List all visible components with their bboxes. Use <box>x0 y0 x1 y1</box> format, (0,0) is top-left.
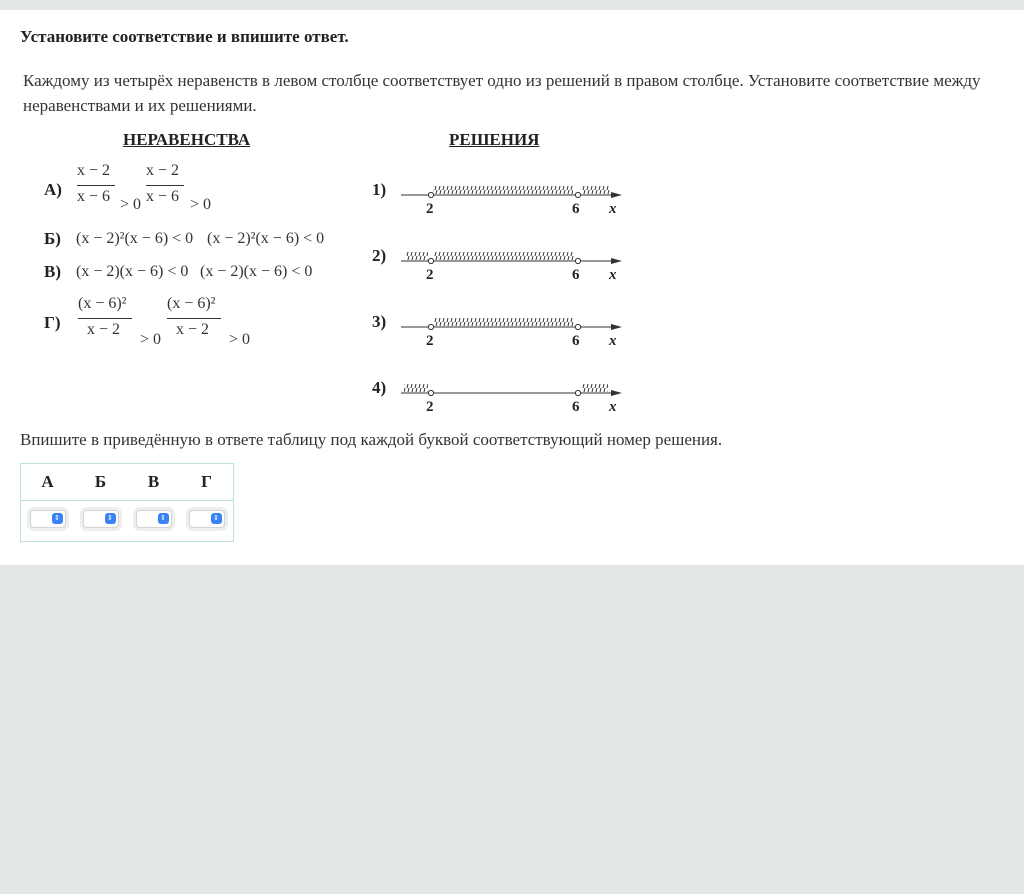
answer-select-b[interactable] <box>83 510 119 528</box>
solutions-header: РЕШЕНИЯ <box>449 130 540 149</box>
inequalities-header: НЕРАВЕНСТВА <box>123 130 251 149</box>
fraction-bar <box>146 185 184 186</box>
answer-table-select-row <box>21 501 234 542</box>
inequality-a-denominator: x − 6 <box>146 188 180 205</box>
inequality-b-text: (x − 2)²(x − 6) < 0 <box>76 230 194 247</box>
inequality-g-tail-duplicate: > 0 <box>229 331 251 348</box>
inequality-label-v: В) <box>44 262 61 281</box>
answer-select-v[interactable] <box>136 510 172 528</box>
number-line-2 <box>398 248 626 284</box>
answer-header-b: Б <box>74 464 127 501</box>
answer-cell-b <box>74 501 127 542</box>
open-point-6 <box>575 192 580 197</box>
inequality-label-b: Б) <box>44 229 61 248</box>
axis-arrow <box>611 324 622 330</box>
axis-arrow <box>611 390 622 396</box>
top-bar <box>0 0 1024 10</box>
answer-select-g[interactable] <box>189 510 225 528</box>
hatch-region <box>582 384 608 392</box>
tick-label-2: 2 <box>426 333 434 349</box>
answer-table <box>20 463 234 542</box>
hatch-region <box>404 384 428 392</box>
hatch-region <box>406 252 428 260</box>
task-panel <box>0 10 1024 565</box>
hatch-region <box>434 252 574 260</box>
axis-variable-label: x <box>609 267 617 283</box>
open-point-6 <box>575 324 580 329</box>
inequality-v-text: (x − 2)(x − 6) < 0 <box>76 263 189 280</box>
select-arrows-icon: ⇕ <box>211 513 222 524</box>
open-point-6 <box>575 258 580 263</box>
solution-label-2: 2) <box>372 246 387 265</box>
tick-label-6: 6 <box>572 399 580 415</box>
axis-variable-label: x <box>609 201 617 217</box>
inequality-g-denominator: x − 2 <box>87 321 121 338</box>
tick-label-2: 2 <box>426 201 434 217</box>
inequality-g-fraction-duplicate <box>167 295 223 345</box>
solution-label-4: 4) <box>372 378 387 397</box>
inequality-label-g: Г) <box>44 313 61 332</box>
fraction-bar <box>78 318 132 319</box>
inequality-a-fraction-duplicate <box>146 162 186 212</box>
tick-label-2: 2 <box>426 399 434 415</box>
axis-arrow <box>611 258 622 264</box>
answer-header-a: А <box>21 464 75 501</box>
open-point-2 <box>428 390 433 395</box>
solution-label-1: 1) <box>372 180 387 199</box>
answer-cell-g <box>180 501 234 542</box>
solution-label-3: 3) <box>372 312 387 331</box>
answer-header-v: В <box>127 464 180 501</box>
answer-cell-a <box>21 501 75 542</box>
select-arrows-icon: ⇕ <box>52 513 63 524</box>
inequality-g-numerator: (x − 6)² <box>167 295 216 312</box>
inequality-g-tail: > 0 <box>140 331 162 348</box>
inequality-a-numerator: x − 2 <box>146 162 180 179</box>
answer-select-a[interactable] <box>30 510 66 528</box>
fraction-bar <box>77 185 115 186</box>
open-point-2 <box>428 192 433 197</box>
number-line-4 <box>398 380 626 416</box>
inequality-g-numerator: (x − 6)² <box>78 295 127 312</box>
inequality-g-denominator: x − 2 <box>176 321 210 338</box>
hatch-region <box>582 186 610 194</box>
inequality-a-fraction <box>77 162 117 212</box>
select-arrows-icon: ⇕ <box>105 513 116 524</box>
open-point-6 <box>575 390 580 395</box>
answer-cell-v <box>127 501 180 542</box>
select-arrows-icon: ⇕ <box>158 513 169 524</box>
tick-label-2: 2 <box>426 267 434 283</box>
tick-label-6: 6 <box>572 201 580 217</box>
answer-header-g: Г <box>180 464 234 501</box>
number-line-3 <box>398 314 626 350</box>
hatch-region <box>433 186 573 194</box>
inequality-a-denominator: x − 6 <box>77 188 111 205</box>
hatch-region <box>434 318 574 326</box>
fraction-bar <box>167 318 221 319</box>
inequality-a-numerator: x − 2 <box>77 162 111 179</box>
inequality-a-tail-duplicate: > 0 <box>190 196 212 213</box>
axis-variable-label: x <box>609 333 617 349</box>
tick-label-6: 6 <box>572 333 580 349</box>
inequality-label-a: А) <box>44 180 62 199</box>
axis-arrow <box>611 192 622 198</box>
open-point-2 <box>428 258 433 263</box>
axis-variable-label: x <box>609 399 617 415</box>
inequality-a-tail: > 0 <box>120 196 142 213</box>
answer-instruction: Впишите в приведённую в ответе таблицу под каждой буквой соответствующий номер решения. <box>20 430 723 449</box>
inequality-g-fraction <box>78 295 134 345</box>
answer-table-header-row <box>21 464 234 501</box>
inequality-v-text-duplicate: (x − 2)(x − 6) < 0 <box>200 263 313 280</box>
task-description: Каждому из четырёх неравенств в левом столбце соответствует одно из решений в правом столбце. Установите соответствие между неравенствами и их решениями. <box>23 71 981 115</box>
open-point-2 <box>428 324 433 329</box>
tick-label-6: 6 <box>572 267 580 283</box>
inequality-b-text-duplicate: (x − 2)²(x − 6) < 0 <box>207 230 325 247</box>
task-title: Установите соответствие и впишите ответ. <box>20 27 349 46</box>
number-line-1 <box>398 182 626 218</box>
